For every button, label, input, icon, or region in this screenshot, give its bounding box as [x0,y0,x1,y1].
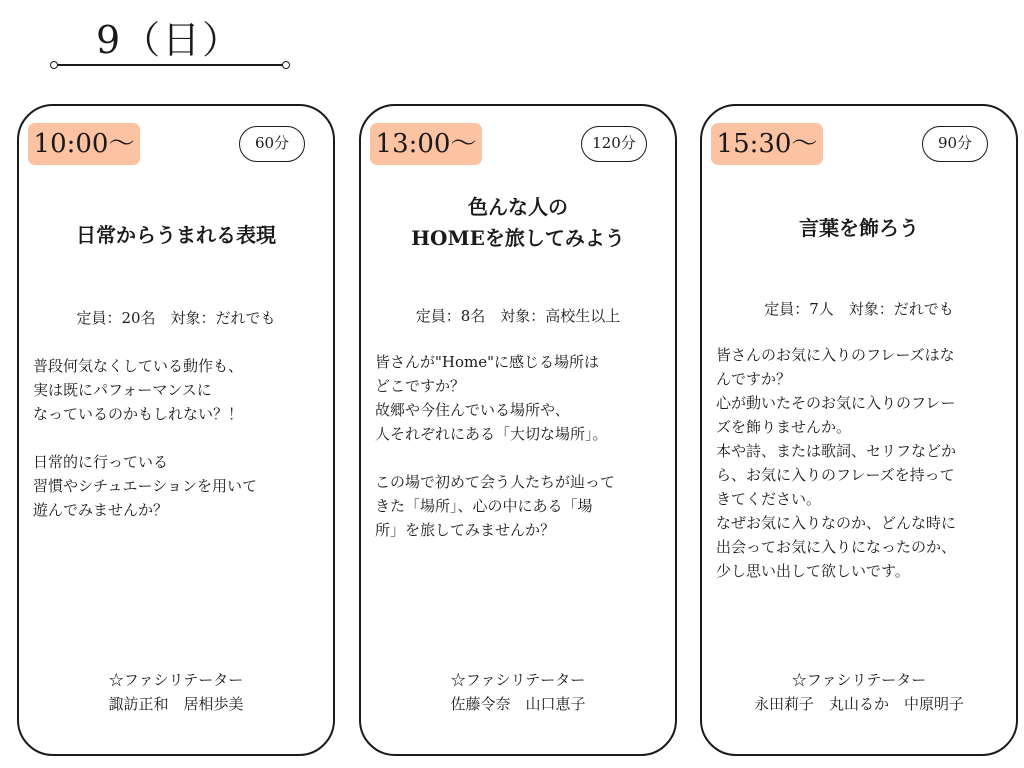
facilitator-label: ☆ファシリテーター [791,671,927,689]
time-badge: 13:00〜 [370,123,482,165]
facilitator-label: ☆ファシリテーター [108,671,244,689]
capacity-info: 定員：7人 対象：だれでも [764,300,954,318]
time-badge: 10:00〜 [28,123,140,165]
facilitator-names: 佐藤令奈 山口恵子 [450,695,586,713]
session-title: 色んな人の HOMEを旅してみよう [411,195,625,250]
session-description: 普段何気なくしている動作も、 実は既にパフォーマンスに なっているのかもしれない？！ 日常的に行っている 習慣やシチュエーションを用いて 遊んでみませんか？ [33,357,257,519]
underline-left-dot [50,61,58,69]
session-card-1000 [17,104,335,756]
facilitator-names: 永田莉子 丸山るか 中原明子 [753,695,964,713]
facilitator-label: ☆ファシリテーター [450,671,586,689]
session-description: 皆さんが"Home"に感じる場所は どこですか？ 故郷や今住んでいる場所や、 人それぞれにある「大切な場所」。 この場で初めて会う人たちが辿って きた「場所」、心の中にある「場 所」を旅してみませんか？ [375,353,616,539]
session-card-1530 [700,104,1018,756]
facilitator-names: 諏訪正和 居相歩美 [108,695,244,713]
session-title: 日常からうまれる表現 [76,223,276,247]
duration-badge: 90分 [922,126,988,162]
title-underline [54,64,286,66]
session-card-1300 [359,104,677,756]
session-title: 言葉を飾ろう [799,216,919,240]
capacity-info: 定員：20名 対象：だれでも [76,309,276,327]
capacity-info: 定員：8名 対象：高校生以上 [415,307,621,325]
session-description: 皆さんのお気に入りのフレーズはな んですか？ 心が動いたそのお気に入りのフレー ズを飾りませんか。 本や詩、または歌詞、セリフなどか ら、お気に入りのフレーズを持って きてください。 なぜお気に入りなのか、どんな時に 出会ってお気に入りになったのか、 少し思い出して欲しいです。 [716,346,957,580]
time-badge: 15:30〜 [711,123,823,165]
duration-badge: 60分 [239,126,305,162]
day-title: 9（日） [96,18,243,62]
duration-badge: 120分 [581,126,647,162]
underline-right-dot [282,61,290,69]
